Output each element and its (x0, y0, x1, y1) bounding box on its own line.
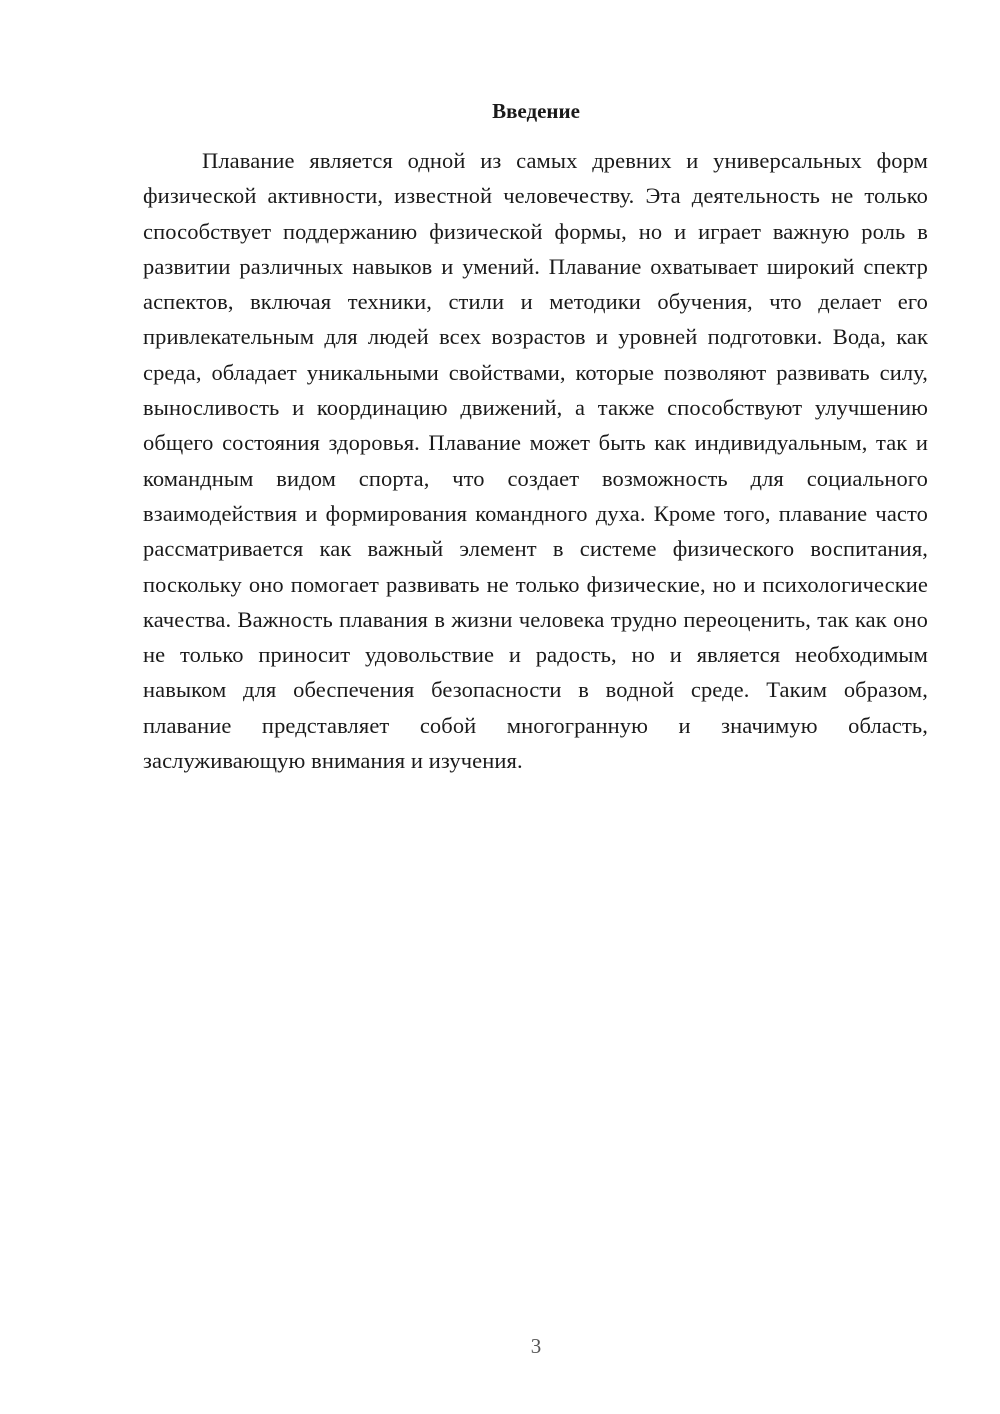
body-paragraph: Плавание является одной из самых древних и универсальных форм физической активности, известной человечеству. Эта деятельность не только способствует поддержанию физической формы, но и играет важную роль в развитии различных навыков и умений. Плавание охватывает широкий спектр аспектов, включая техники, стили и методики обучения, что делает его привлекательным для людей всех возрастов и уровней подготовки. Вода, как среда, обладает уникальными свойствами, которые позволяют развивать силу, выносливость и координацию движений, а также способствуют улучшению общего состояния здоровья. Плавание может быть как индивидуальным, так и командным видом спорта, что создает возможность для социального взаимодействия и формирования командного духа. Кроме того, плавание часто рассматривается как важный элемент в системе физического воспитания, поскольку оно помогает развивать не только физические, но и психологические качества. Важность плавания в жизни человека трудно переоценить, так как оно не только приносит удовольствие и радость, но и является необходимым навыком для обеспечения безопасности в водной среде. Таким образом, плавание представляет собой многогранную и значимую область, заслуживающую внимания и изучения. (143, 148, 928, 774)
section-heading: Введение (492, 99, 580, 123)
page-number: 3 (530, 1334, 542, 1358)
